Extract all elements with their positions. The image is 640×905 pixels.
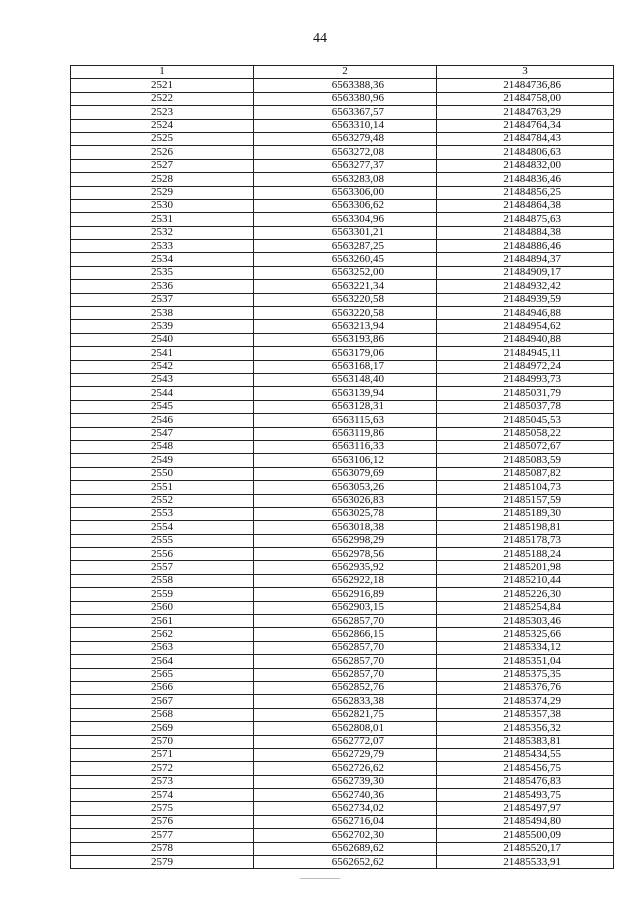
page-number: 44 [313, 31, 327, 46]
table-row [71, 815, 614, 828]
x-coordinate-cell: 6562857,70 [254, 668, 437, 681]
x-coordinate-cell: 6563220,58 [254, 293, 437, 306]
x-coordinate-cell: 6562726,62 [254, 762, 437, 775]
table-row [71, 373, 614, 386]
x-coordinate-cell: 6562998,29 [254, 534, 437, 547]
y-coordinate-cell: 21484806,63 [437, 146, 614, 159]
x-coordinate-cell: 6563119,86 [254, 427, 437, 440]
point-number-cell: 2536 [71, 280, 254, 293]
point-number-cell: 2548 [71, 440, 254, 453]
x-coordinate-cell: 6563053,26 [254, 481, 437, 494]
table-row [71, 347, 614, 360]
x-coordinate-cell: 6562739,30 [254, 775, 437, 788]
point-number-cell: 2577 [71, 829, 254, 842]
x-coordinate-cell: 6563106,12 [254, 454, 437, 467]
x-coordinate-cell: 6563193,86 [254, 333, 437, 346]
y-coordinate-cell: 21485476,83 [437, 775, 614, 788]
x-coordinate-cell: 6562852,76 [254, 681, 437, 694]
table-row [71, 454, 614, 467]
table-row [71, 668, 614, 681]
point-number-cell: 2550 [71, 467, 254, 480]
x-coordinate-cell: 6563148,40 [254, 373, 437, 386]
x-coordinate-cell: 6562716,04 [254, 815, 437, 828]
x-coordinate-cell: 6562922,18 [254, 574, 437, 587]
x-coordinate-cell: 6562808,01 [254, 722, 437, 735]
point-number-cell: 2545 [71, 400, 254, 413]
x-coordinate-cell: 6563277,37 [254, 159, 437, 172]
y-coordinate-cell: 21484993,73 [437, 373, 614, 386]
y-coordinate-cell: 21485157,59 [437, 494, 614, 507]
x-coordinate-cell: 6563304,96 [254, 213, 437, 226]
table-row [71, 521, 614, 534]
y-coordinate-cell: 21484758,00 [437, 92, 614, 105]
x-coordinate-cell: 6563026,83 [254, 494, 437, 507]
x-coordinate-cell: 6563388,36 [254, 79, 437, 92]
y-coordinate-cell: 21484884,38 [437, 226, 614, 239]
x-coordinate-cell: 6563168,17 [254, 360, 437, 373]
x-coordinate-cell: 6562740,36 [254, 789, 437, 802]
point-number-cell: 2531 [71, 213, 254, 226]
table-row [71, 146, 614, 159]
point-number-cell: 2564 [71, 655, 254, 668]
point-number-cell: 2546 [71, 414, 254, 427]
y-coordinate-cell: 21484972,24 [437, 360, 614, 373]
point-number-cell: 2547 [71, 427, 254, 440]
y-coordinate-cell: 21484894,37 [437, 253, 614, 266]
y-coordinate-cell: 21485254,84 [437, 601, 614, 614]
table-row [71, 226, 614, 239]
x-coordinate-cell: 6563279,48 [254, 132, 437, 145]
table-row [71, 695, 614, 708]
y-coordinate-cell: 21485334,12 [437, 641, 614, 654]
table-row [71, 414, 614, 427]
x-coordinate-cell: 6563367,57 [254, 106, 437, 119]
x-coordinate-cell: 6563220,58 [254, 307, 437, 320]
table-row [71, 333, 614, 346]
table-row [71, 293, 614, 306]
point-number-cell: 2542 [71, 360, 254, 373]
table-row [71, 213, 614, 226]
y-coordinate-cell: 21484875,63 [437, 213, 614, 226]
y-coordinate-cell: 21485494,80 [437, 815, 614, 828]
table-row [71, 280, 614, 293]
point-number-cell: 2574 [71, 789, 254, 802]
point-number-cell: 2544 [71, 387, 254, 400]
x-coordinate-cell: 6563252,00 [254, 266, 437, 279]
table-row [71, 681, 614, 694]
x-coordinate-cell: 6563287,25 [254, 240, 437, 253]
table-row [71, 615, 614, 628]
y-coordinate-cell: 21485189,30 [437, 507, 614, 520]
table-row [71, 400, 614, 413]
y-coordinate-cell: 21485356,32 [437, 722, 614, 735]
y-coordinate-cell: 21485201,98 [437, 561, 614, 574]
table-row [71, 307, 614, 320]
table-row [71, 159, 614, 172]
table-row [71, 92, 614, 105]
x-coordinate-cell: 6563128,31 [254, 400, 437, 413]
point-number-cell: 2529 [71, 186, 254, 199]
point-number-cell: 2535 [71, 266, 254, 279]
x-coordinate-cell: 6562916,89 [254, 588, 437, 601]
x-coordinate-cell: 6563139,94 [254, 387, 437, 400]
point-number-cell: 2567 [71, 695, 254, 708]
point-number-cell: 2572 [71, 762, 254, 775]
x-coordinate-cell: 6563272,08 [254, 146, 437, 159]
x-coordinate-cell: 6562903,15 [254, 601, 437, 614]
point-number-cell: 2524 [71, 119, 254, 132]
y-coordinate-cell: 21485045,53 [437, 414, 614, 427]
y-coordinate-cell: 21485178,73 [437, 534, 614, 547]
y-coordinate-cell: 21484939,59 [437, 293, 614, 306]
point-number-cell: 2522 [71, 92, 254, 105]
table-row [71, 748, 614, 761]
y-coordinate-cell: 21484836,46 [437, 173, 614, 186]
y-coordinate-cell: 21485188,24 [437, 548, 614, 561]
table-row [71, 132, 614, 145]
y-coordinate-cell: 21484764,34 [437, 119, 614, 132]
x-coordinate-cell: 6562652,62 [254, 856, 437, 869]
y-coordinate-cell: 21485083,59 [437, 454, 614, 467]
table-row [71, 548, 614, 561]
y-coordinate-cell: 21485058,22 [437, 427, 614, 440]
point-number-cell: 2576 [71, 815, 254, 828]
table-row [71, 387, 614, 400]
y-coordinate-cell: 21484784,43 [437, 132, 614, 145]
y-coordinate-cell: 21485303,46 [437, 615, 614, 628]
y-coordinate-cell: 21485383,81 [437, 735, 614, 748]
table-body [71, 79, 614, 869]
x-coordinate-cell: 6563260,45 [254, 253, 437, 266]
y-coordinate-cell: 21485351,04 [437, 655, 614, 668]
table-row [71, 467, 614, 480]
table-row [71, 641, 614, 654]
point-number-cell: 2557 [71, 561, 254, 574]
y-coordinate-cell: 21485375,35 [437, 668, 614, 681]
coordinates-table [70, 65, 614, 869]
table-row [71, 494, 614, 507]
point-number-cell: 2559 [71, 588, 254, 601]
y-coordinate-cell: 21485497,97 [437, 802, 614, 815]
x-coordinate-cell: 6562734,02 [254, 802, 437, 815]
point-number-cell: 2562 [71, 628, 254, 641]
x-coordinate-cell: 6562689,62 [254, 842, 437, 855]
table-row [71, 119, 614, 132]
y-coordinate-cell: 21484856,25 [437, 186, 614, 199]
table-row [71, 775, 614, 788]
table-row [71, 320, 614, 333]
table-row [71, 735, 614, 748]
x-coordinate-cell: 6563283,08 [254, 173, 437, 186]
point-number-cell: 2525 [71, 132, 254, 145]
point-number-cell: 2532 [71, 226, 254, 239]
x-coordinate-cell: 6562935,92 [254, 561, 437, 574]
scan-artifact-line [300, 878, 340, 879]
y-coordinate-cell: 21485104,73 [437, 481, 614, 494]
point-number-cell: 2573 [71, 775, 254, 788]
table-row [71, 842, 614, 855]
table-row [71, 588, 614, 601]
point-number-cell: 2553 [71, 507, 254, 520]
x-coordinate-cell: 6563025,78 [254, 507, 437, 520]
y-coordinate-cell: 21485198,81 [437, 521, 614, 534]
point-number-cell: 2579 [71, 856, 254, 869]
y-coordinate-cell: 21484954,62 [437, 320, 614, 333]
point-number-cell: 2521 [71, 79, 254, 92]
x-coordinate-cell: 6562978,56 [254, 548, 437, 561]
y-coordinate-cell: 21485072,67 [437, 440, 614, 453]
x-coordinate-cell: 6563221,34 [254, 280, 437, 293]
point-number-cell: 2551 [71, 481, 254, 494]
x-coordinate-cell: 6563306,00 [254, 186, 437, 199]
y-coordinate-cell: 21485456,75 [437, 762, 614, 775]
y-coordinate-cell: 21484886,46 [437, 240, 614, 253]
y-coordinate-cell: 21485374,29 [437, 695, 614, 708]
table-row [71, 534, 614, 547]
point-number-cell: 2561 [71, 615, 254, 628]
x-coordinate-cell: 6562857,70 [254, 655, 437, 668]
point-number-cell: 2565 [71, 668, 254, 681]
point-number-cell: 2569 [71, 722, 254, 735]
y-coordinate-cell: 21485357,38 [437, 708, 614, 721]
x-coordinate-cell: 6563213,94 [254, 320, 437, 333]
x-coordinate-cell: 6562702,30 [254, 829, 437, 842]
table-row [71, 655, 614, 668]
y-coordinate-cell: 21484832,00 [437, 159, 614, 172]
table-row [71, 240, 614, 253]
point-number-cell: 2530 [71, 199, 254, 212]
point-number-cell: 2560 [71, 601, 254, 614]
point-number-cell: 2570 [71, 735, 254, 748]
table-row [71, 79, 614, 92]
point-number-cell: 2554 [71, 521, 254, 534]
point-number-cell: 2527 [71, 159, 254, 172]
y-coordinate-cell: 21484940,88 [437, 333, 614, 346]
y-coordinate-cell: 21484932,42 [437, 280, 614, 293]
x-coordinate-cell: 6562729,79 [254, 748, 437, 761]
point-number-cell: 2533 [71, 240, 254, 253]
table-row [71, 708, 614, 721]
x-coordinate-cell: 6562857,70 [254, 615, 437, 628]
y-coordinate-cell: 21484763,29 [437, 106, 614, 119]
y-coordinate-cell: 21485226,30 [437, 588, 614, 601]
x-coordinate-cell: 6562857,70 [254, 641, 437, 654]
table-row [71, 601, 614, 614]
point-number-cell: 2563 [71, 641, 254, 654]
point-number-cell: 2566 [71, 681, 254, 694]
column-header-y: 3 [437, 66, 614, 79]
table-row [71, 199, 614, 212]
y-coordinate-cell: 21485325,66 [437, 628, 614, 641]
x-coordinate-cell: 6562833,38 [254, 695, 437, 708]
x-coordinate-cell: 6563306,62 [254, 199, 437, 212]
table-row [71, 762, 614, 775]
table-row [71, 266, 614, 279]
point-number-cell: 2578 [71, 842, 254, 855]
y-coordinate-cell: 21484736,86 [437, 79, 614, 92]
point-number-cell: 2568 [71, 708, 254, 721]
table-row [71, 628, 614, 641]
point-number-cell: 2537 [71, 293, 254, 306]
y-coordinate-cell: 21485533,91 [437, 856, 614, 869]
point-number-cell: 2552 [71, 494, 254, 507]
x-coordinate-cell: 6563301,21 [254, 226, 437, 239]
table-header [71, 66, 614, 79]
point-number-cell: 2556 [71, 548, 254, 561]
x-coordinate-cell: 6563018,38 [254, 521, 437, 534]
y-coordinate-cell: 21485500,09 [437, 829, 614, 842]
y-coordinate-cell: 21485520,17 [437, 842, 614, 855]
table-row [71, 829, 614, 842]
column-header-point-number: 1 [71, 66, 254, 79]
table-row [71, 561, 614, 574]
x-coordinate-cell: 6563079,69 [254, 467, 437, 480]
point-number-cell: 2571 [71, 748, 254, 761]
x-coordinate-cell: 6562866,15 [254, 628, 437, 641]
point-number-cell: 2523 [71, 106, 254, 119]
table-row [71, 507, 614, 520]
table-row [71, 802, 614, 815]
point-number-cell: 2543 [71, 373, 254, 386]
point-number-cell: 2540 [71, 333, 254, 346]
column-header-x: 2 [254, 66, 437, 79]
table-row [71, 856, 614, 869]
table-row [71, 722, 614, 735]
header-row [71, 66, 614, 79]
point-number-cell: 2526 [71, 146, 254, 159]
y-coordinate-cell: 21484909,17 [437, 266, 614, 279]
point-number-cell: 2528 [71, 173, 254, 186]
point-number-cell: 2575 [71, 802, 254, 815]
point-number-cell: 2534 [71, 253, 254, 266]
y-coordinate-cell: 21485493,75 [437, 789, 614, 802]
y-coordinate-cell: 21485037,78 [437, 400, 614, 413]
table-row [71, 106, 614, 119]
x-coordinate-cell: 6563179,06 [254, 347, 437, 360]
point-number-cell: 2555 [71, 534, 254, 547]
x-coordinate-cell: 6563116,33 [254, 440, 437, 453]
y-coordinate-cell: 21485434,55 [437, 748, 614, 761]
table-row [71, 789, 614, 802]
table-row [71, 173, 614, 186]
x-coordinate-cell: 6563380,96 [254, 92, 437, 105]
y-coordinate-cell: 21485210,44 [437, 574, 614, 587]
table-row [71, 481, 614, 494]
table-row [71, 440, 614, 453]
x-coordinate-cell: 6562821,75 [254, 708, 437, 721]
table-row [71, 360, 614, 373]
table-row [71, 253, 614, 266]
table-row [71, 186, 614, 199]
point-number-cell: 2538 [71, 307, 254, 320]
x-coordinate-cell: 6563310,14 [254, 119, 437, 132]
x-coordinate-cell: 6562772,07 [254, 735, 437, 748]
y-coordinate-cell: 21485031,79 [437, 387, 614, 400]
x-coordinate-cell: 6563115,63 [254, 414, 437, 427]
point-number-cell: 2549 [71, 454, 254, 467]
table-row [71, 427, 614, 440]
point-number-cell: 2539 [71, 320, 254, 333]
point-number-cell: 2541 [71, 347, 254, 360]
y-coordinate-cell: 21484946,88 [437, 307, 614, 320]
point-number-cell: 2558 [71, 574, 254, 587]
y-coordinate-cell: 21485087,82 [437, 467, 614, 480]
table-row [71, 574, 614, 587]
y-coordinate-cell: 21485376,76 [437, 681, 614, 694]
y-coordinate-cell: 21484864,38 [437, 199, 614, 212]
y-coordinate-cell: 21484945,11 [437, 347, 614, 360]
